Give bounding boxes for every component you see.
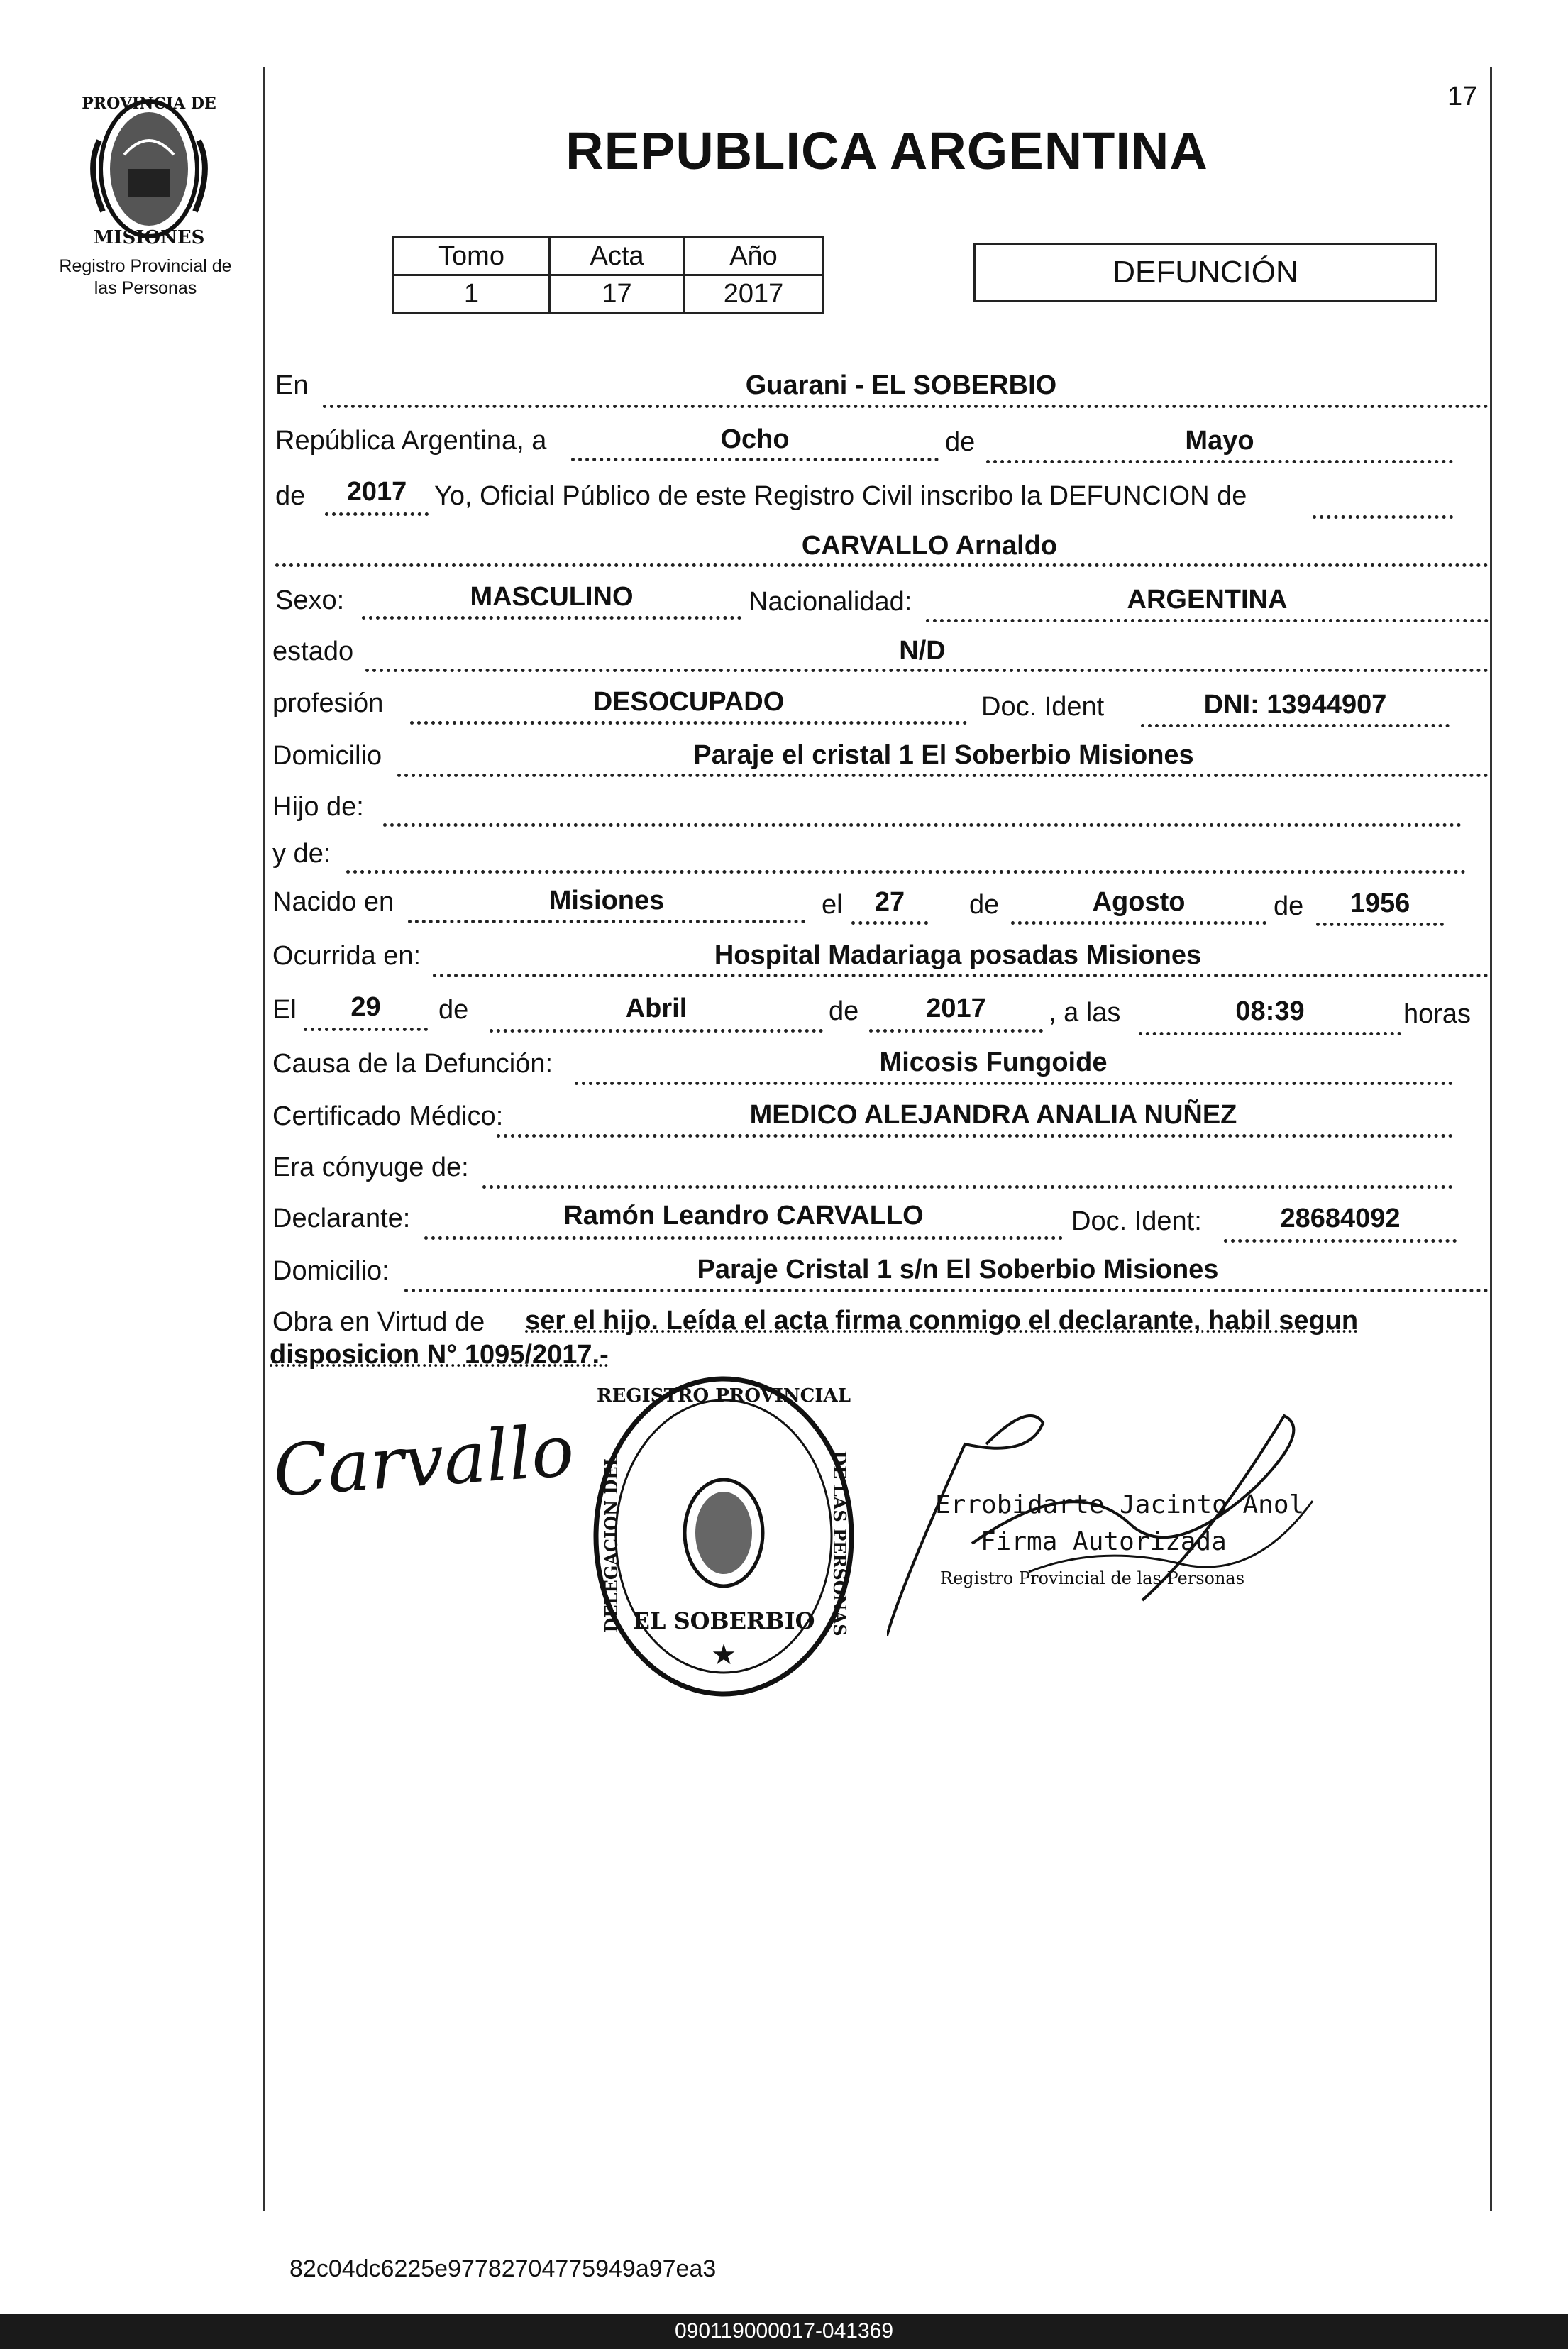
nac-mes-value: Agosto <box>1092 887 1186 917</box>
anio-label: Año <box>685 238 823 275</box>
page-number: 17 <box>1447 82 1478 111</box>
nacionalidad-label: Nacionalidad: <box>749 587 912 617</box>
de-label-2: de <box>275 481 306 511</box>
def-mes-value: Abril <box>625 994 688 1023</box>
domicilio-line <box>397 774 1489 777</box>
nacionalidad-line <box>926 619 1489 622</box>
profesion-value: DESOCUPADO <box>592 687 785 717</box>
cert-label: Certificado Médico: <box>272 1101 504 1131</box>
anio-value: 2017 <box>346 477 407 507</box>
causa-line <box>575 1082 1453 1085</box>
def-dia-line <box>304 1028 428 1031</box>
ocurrida-label: Ocurrida en: <box>272 941 421 971</box>
svg-text:EL SOBERBIO: EL SOBERBIO <box>632 1607 815 1634</box>
hijo-label: Hijo de: <box>272 792 364 822</box>
en-label: En <box>275 370 309 400</box>
de-label-5: de <box>438 995 469 1025</box>
republica-label: República Argentina, a <box>275 426 547 456</box>
en-line <box>323 405 1489 408</box>
ocurrida-line <box>433 974 1489 977</box>
def-dia-value: 29 <box>350 992 381 1022</box>
declarante-signature: Carvallo <box>270 1409 577 1513</box>
tomo-label: Tomo <box>394 238 550 275</box>
domicilio-value: Paraje el cristal 1 El Soberbio Misiones <box>693 740 1194 770</box>
hora-line <box>1139 1032 1401 1035</box>
def-anio-value: 2017 <box>926 994 986 1023</box>
svg-text:DE LAS PERSONAS: DE LAS PERSONAS <box>829 1451 850 1636</box>
domicilio2-label: Domicilio: <box>272 1256 390 1286</box>
document-hash: 82c04dc6225e97782704775949a97ea3 <box>289 2255 717 2282</box>
nacido-lugar-line <box>408 920 805 923</box>
def-anio-line <box>869 1029 1043 1033</box>
domicilio2-value: Paraje Cristal 1 s/n El Soberbio Misiones <box>697 1255 1219 1284</box>
record-table <box>392 236 824 314</box>
nac-anio-line <box>1316 923 1444 926</box>
nac-anio-value: 1956 <box>1349 889 1410 918</box>
dia-line <box>571 458 939 461</box>
official-signature-scrawl <box>887 1402 1327 1650</box>
document-title: REPUBLICA ARGENTINA <box>565 121 1208 180</box>
nacionalidad-value: ARGENTINA <box>1127 585 1288 615</box>
estado-value: N/D <box>899 636 946 666</box>
sexo-line <box>362 616 741 620</box>
domicilio2-line <box>404 1289 1489 1292</box>
doc-ident2-value: 28684092 <box>1280 1204 1401 1233</box>
cert-value: MEDICO ALEJANDRA ANALIA NUÑEZ <box>749 1100 1237 1130</box>
causa-value: Micosis Fungoide <box>879 1047 1108 1077</box>
dia-value: Ocho <box>720 424 790 454</box>
de-label-3: de <box>969 890 1000 920</box>
acta-value: 17 <box>550 275 685 313</box>
declarante-value: Ramón Leandro CARVALLO <box>563 1201 924 1231</box>
nombre-line <box>275 563 1489 567</box>
def-mes-line <box>490 1029 823 1033</box>
estado-line <box>365 669 1489 672</box>
declarante-label: Declarante: <box>272 1204 411 1233</box>
hijo-line <box>383 823 1462 827</box>
inscribo-line <box>1313 515 1453 519</box>
doc-ident2-line <box>1224 1239 1457 1243</box>
ocurrida-value: Hospital Madariaga posadas Misiones <box>714 940 1202 970</box>
alas-label: , a las <box>1049 998 1121 1028</box>
official-name: Errobidarte Jacinto Anol <box>935 1490 1305 1519</box>
inscribo-text: Yo, Oficial Público de este Registro Civil inscribo la DEFUNCION de <box>434 481 1247 511</box>
doc-ident2-label: Doc. Ident: <box>1071 1206 1202 1236</box>
nacido-label: Nacido en <box>272 887 394 917</box>
svg-text:★: ★ <box>711 1639 736 1671</box>
official-title: Firma Autorizada <box>981 1527 1227 1556</box>
anio-value: 2017 <box>685 275 823 313</box>
obra-line-1: ser el hijo. Leída el acta firma conmigo el declarante, habil segun <box>525 1306 1359 1336</box>
obra-label: Obra en Virtud de <box>272 1307 485 1337</box>
acta-label: Acta <box>550 238 685 275</box>
official-stamp <box>589 1373 858 1700</box>
tomo-value: 1 <box>394 275 550 313</box>
el-label: el <box>822 890 843 920</box>
yde-label: y de: <box>272 839 331 869</box>
nacido-lugar-value: Misiones <box>548 886 665 915</box>
barcode-strip: 090119000017-041369 <box>0 2314 1568 2349</box>
yde-line <box>346 870 1466 874</box>
horas-label: horas <box>1403 999 1472 1029</box>
svg-text:REGISTRO PROVINCIAL: REGISTRO PROVINCIAL <box>597 1385 851 1407</box>
el2-label: El <box>272 995 297 1025</box>
svg-text:MISIONES: MISIONES <box>93 227 205 248</box>
declarante-line <box>424 1236 1063 1240</box>
doc-ident-value: DNI: 13944907 <box>1203 690 1387 720</box>
left-margin-line <box>263 67 265 2211</box>
de-label-1: de <box>945 427 976 457</box>
de-label-4: de <box>1274 891 1304 921</box>
conyuge-label: Era cónyuge de: <box>272 1153 469 1182</box>
province-logo <box>71 77 227 258</box>
record-type: DEFUNCIÓN <box>973 243 1437 302</box>
svg-text:DELEGACION DEL: DELEGACION DEL <box>601 1454 622 1633</box>
mes-line <box>986 460 1453 463</box>
mes-value: Mayo <box>1185 426 1254 456</box>
sexo-label: Sexo: <box>275 585 345 615</box>
nac-mes-line <box>1011 921 1266 925</box>
doc-ident-line <box>1141 724 1450 727</box>
profesion-label: profesión <box>272 688 384 718</box>
obra-line-2: disposicion N° 1095/2017.- <box>270 1340 609 1370</box>
cert-line <box>497 1134 1453 1138</box>
logo-caption: Registro Provincial de las Personas <box>59 256 232 298</box>
svg-text:PROVINCIA DE: PROVINCIA DE <box>82 94 216 113</box>
profesion-line <box>410 721 967 725</box>
hora-value: 08:39 <box>1235 996 1305 1026</box>
nombre-value: CARVALLO Arnaldo <box>801 531 1058 561</box>
causa-label: Causa de la Defunción: <box>272 1049 553 1079</box>
de-label-6: de <box>829 996 859 1026</box>
lugar-value: Guarani - EL SOBERBIO <box>745 370 1057 400</box>
conyuge-line <box>482 1185 1453 1189</box>
nac-dia-value: 27 <box>874 887 905 917</box>
anio-line <box>325 512 429 516</box>
domicilio-label: Domicilio <box>272 741 382 771</box>
official-office: Registro Provincial de las Personas <box>940 1568 1245 1588</box>
doc-ident-label: Doc. Ident <box>981 692 1105 722</box>
right-margin-line <box>1490 67 1492 2211</box>
estado-label: estado <box>272 637 354 666</box>
sexo-value: MASCULINO <box>470 582 634 612</box>
nac-dia-line <box>851 921 928 925</box>
